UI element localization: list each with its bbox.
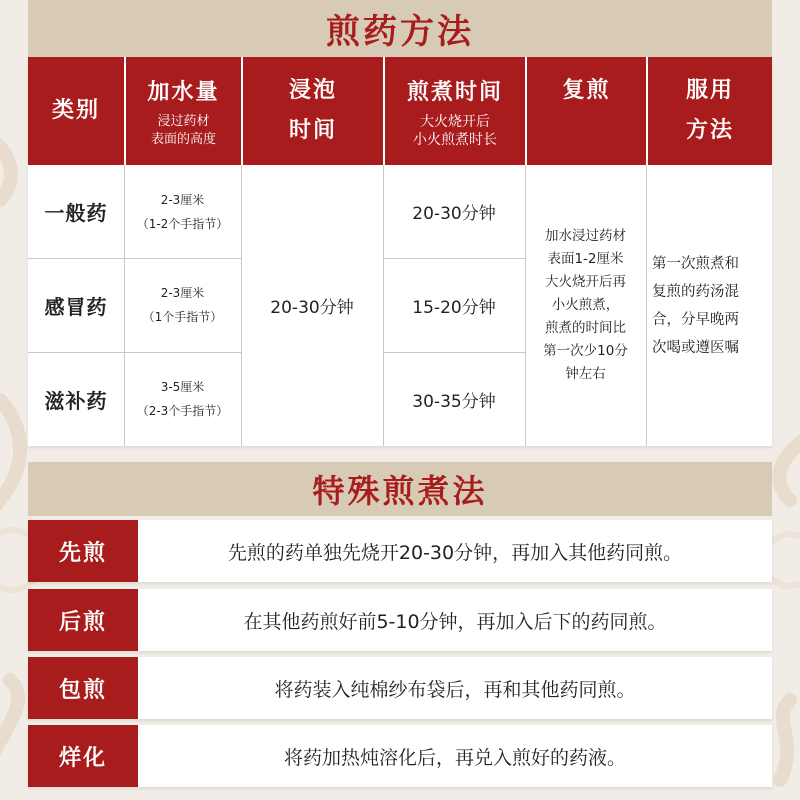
- special-row-melt: [28, 725, 772, 787]
- special-label: 包煎: [28, 657, 138, 719]
- water-finger: （1个手指节）: [142, 310, 223, 324]
- row-boil-general: 20-30分钟: [412, 204, 496, 224]
- soak-time-cell: 20-30分钟: [270, 298, 354, 318]
- header-boil-sub2: 小火煎煮时长: [413, 132, 497, 148]
- special-row-last: [28, 589, 772, 651]
- header-water-sub2: 表面的高度: [150, 132, 216, 147]
- row-category-tonic: 滋补药: [44, 388, 108, 413]
- take-line: 第一次煎煮和: [652, 255, 739, 272]
- reboil-line: 大火烧开后再: [545, 274, 626, 290]
- water-amount: 3-5厘米: [160, 380, 205, 394]
- header-category-label: 类别: [51, 98, 100, 123]
- special-label: 烊化: [28, 725, 138, 787]
- special-text: 先煎的药单独先烧开20-30分钟，再加入其他药同煎。: [227, 541, 683, 564]
- take-method-cell: [646, 165, 772, 446]
- header-water-sub1: 浸过药材: [157, 114, 210, 129]
- special-row-first: [28, 520, 772, 582]
- reboil-line: 煎煮的时间比: [545, 320, 626, 336]
- row-category-cold: 感冒药: [44, 294, 108, 319]
- header-take-line1: 服用: [685, 78, 734, 103]
- special-text: 将药加热炖溶化后，再兑入煎好的药液。: [283, 746, 626, 769]
- header-soak-line2: 时间: [288, 118, 337, 143]
- reboil-line: 表面1-2厘米: [547, 251, 624, 267]
- water-amount: 2-3厘米: [160, 286, 205, 300]
- take-line: 复煎的药汤混: [652, 283, 739, 300]
- header-boil: [383, 57, 525, 165]
- reboil-line: 钟左右: [565, 366, 606, 382]
- row-category-general: 一般药: [44, 201, 108, 225]
- header-boil-label: 煎煮时间: [406, 80, 503, 105]
- header-water-label: 加水量: [147, 80, 220, 105]
- header-take-line2: 方法: [685, 118, 734, 143]
- header-soak-line1: 浸泡: [288, 78, 337, 103]
- special-label: 后煎: [28, 589, 138, 651]
- row-water-general: [124, 165, 241, 258]
- header-boil-sub1: 大火烧开后: [420, 114, 490, 130]
- header-take: [646, 57, 772, 165]
- reboil-line: 第一次少10分: [543, 343, 628, 359]
- row-boil-cold: 15-20分钟: [412, 297, 496, 318]
- special-decoction-title: 特殊煎煮法: [28, 462, 772, 516]
- row-water-cold: [124, 258, 241, 352]
- header-soak: [241, 57, 383, 165]
- water-finger: （1-2个手指节）: [136, 216, 229, 231]
- take-line: 合，分早晚两: [652, 311, 739, 328]
- decoction-method-title: 煎药方法: [28, 0, 772, 57]
- decoction-table: [28, 57, 772, 446]
- header-reboil-label: 复煎: [562, 78, 611, 103]
- reboil-line: 加水浸过药材: [545, 228, 626, 244]
- special-text: 将药装入纯棉纱布袋后，再和其他药同煎。: [274, 678, 636, 701]
- special-text: 在其他药煎好前5-10分钟，再加入后下的药同煎。: [243, 610, 667, 633]
- row-boil-tonic: 30-35分钟: [412, 391, 496, 412]
- water-amount: 2-3厘米: [160, 192, 205, 207]
- header-water: [124, 57, 241, 165]
- special-row-bag: [28, 657, 772, 719]
- header-reboil: [525, 57, 646, 165]
- water-finger: （2-3个手指节）: [136, 404, 229, 418]
- row-water-tonic: [124, 352, 241, 446]
- header-category: [28, 57, 124, 165]
- reboil-line: 小火煎煮，: [551, 297, 620, 313]
- special-label: 先煎: [28, 520, 138, 582]
- take-line: 次喝或遵医嘱: [652, 339, 739, 356]
- reboil-cell: [525, 165, 646, 446]
